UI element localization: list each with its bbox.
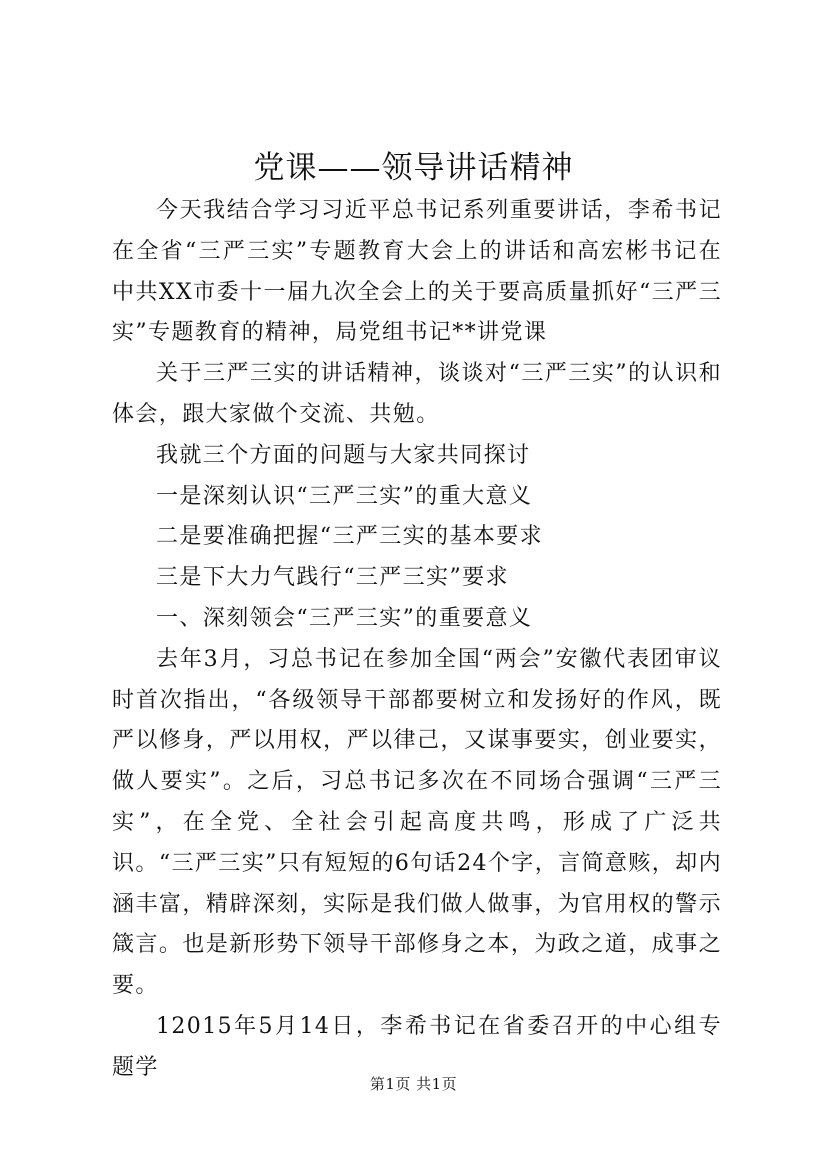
page-number-footer: 第1页 共1页 bbox=[369, 1075, 458, 1093]
document-body bbox=[112, 191, 722, 1089]
paragraph-topic: 关于三严三实的讲话精神，谈谈对“三严三实”的认识和体会，跟大家做个交流、共勉。 bbox=[112, 361, 722, 427]
paragraph-background: 去年3月，习总书记在参加全国“两会”安徽代表团审议时首次指出，“各级领导干部都要树立和发扬好的作风，既严以修身，严以用权，严以律己，又谋事要实，创业要实，做人要实”。之后，习总书记多次在不同场合强调“三严三实”，在全党、全社会引起高度共鸣，形成了广泛共识。“三严三实”只有短短的6句话24个字，言简意赅，却内涵丰富，精辟深刻，实际是我们做人做事，为官用权的警示箴言。也是新形势下领导干部修身之本，为政之道，成事之要。 bbox=[112, 646, 722, 999]
section-heading-one: 一、深刻领会“三严三实”的重要意义 bbox=[156, 605, 533, 631]
paragraph-point-two: 二是要准确把握“三严三实的基本要求 bbox=[156, 524, 544, 550]
paragraph-point-three: 三是下大力气践行“三严三实”要求 bbox=[156, 565, 509, 591]
document-title: 党课——领导讲话精神 bbox=[253, 150, 574, 186]
paragraph-continued: 12015年5月14日，李希书记在省委召开的中心组专题学 bbox=[112, 1013, 722, 1080]
paragraph-point-one: 一是深刻认识“三严三实”的重大意义 bbox=[156, 483, 533, 509]
paragraph-three-aspects: 我就三个方面的问题与大家共同探讨 bbox=[156, 442, 531, 468]
paragraph-intro: 今天我结合学习习近平总书记系列重要讲话，李希书记在全省“三严三实”专题教育大会上的讲话和高宏彬书记在中共XX市委十一届九次全会上的关于要高质量抓好“三严三实”专题教育的精神，局党组书记**讲党课 bbox=[112, 198, 722, 346]
